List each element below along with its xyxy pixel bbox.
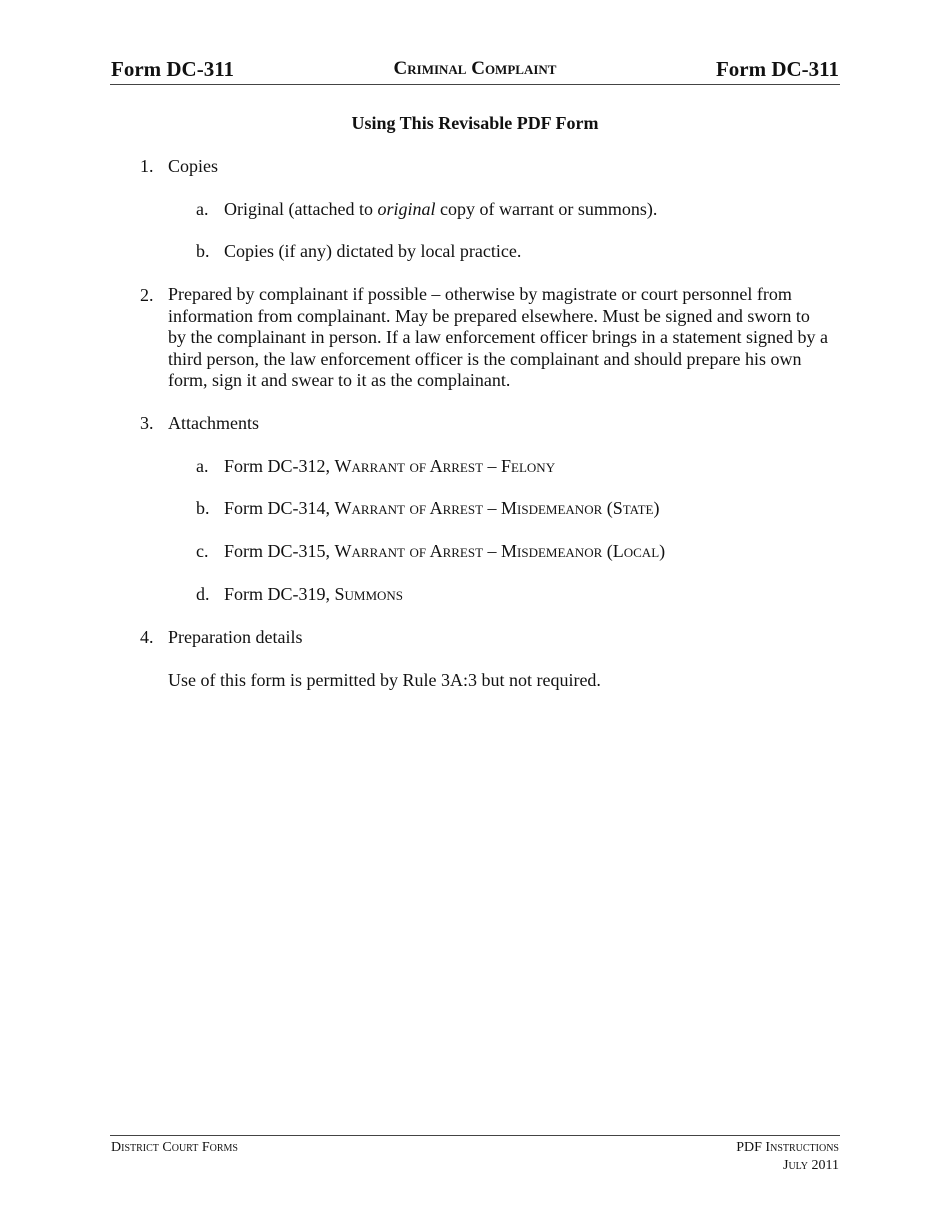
header-form-number-left: Form DC-311 — [111, 57, 235, 81]
footer-right-line-1: PDF Instructions — [736, 1140, 839, 1155]
section-1-item-b-letter: b. — [196, 241, 210, 261]
section-1-item-a-letter: a. — [196, 199, 209, 219]
section-3-title: Attachments — [168, 413, 259, 433]
footer-left: District Court Forms — [111, 1140, 238, 1155]
section-3-item-d-letter: d. — [196, 584, 210, 604]
page-header — [110, 57, 840, 85]
section-4-number: 4. — [140, 627, 154, 647]
section-2-number: 2. — [140, 285, 154, 305]
section-1-item-b-text: Copies (if any) dictated by local practice. — [224, 241, 522, 261]
page-footer — [110, 1135, 840, 1173]
section-1-item-a-text: Original (attached to original copy of warrant or summons). — [224, 199, 658, 219]
section-3-item-c-letter: c. — [196, 541, 209, 561]
section-3-item-a-text: Form DC-312, Warrant of Arrest – Felony — [224, 456, 556, 476]
section-3-number: 3. — [140, 413, 154, 433]
section-3-item-c-text: Form DC-315, Warrant of Arrest – Misdemeanor (Local) — [224, 541, 666, 561]
header-form-title: Criminal Complaint — [393, 58, 557, 79]
section-1-title: Copies — [168, 156, 219, 176]
footer-right-line-2: July 2011 — [783, 1158, 839, 1173]
page-title: Using This Revisable PDF Form — [351, 113, 599, 133]
section-3-item-b-letter: b. — [196, 498, 210, 518]
section-4-text: Use of this form is permitted by Rule 3A:3 but not required. — [168, 670, 601, 690]
section-1-number: 1. — [140, 156, 154, 176]
section-2-text: Prepared by complainant if possible – otherwise by magistrate or court personnel from information from complainant. May be prepared elsewhere. Must be signed and sworn to by the complainant in person. If a law enforcement officer brings in a statement signed by a third person, the law enforcement officer is the complainant and should prepare his own form, sign it and swear to it as the complainant. — [168, 284, 828, 391]
section-3-item-b-text: Form DC-314, Warrant of Arrest – Misdemeanor (State) — [224, 498, 660, 518]
section-3-item-a-letter: a. — [196, 456, 209, 476]
section-4-title: Preparation details — [168, 627, 303, 647]
header-form-number-right: Form DC-311 — [715, 57, 839, 81]
section-3-item-d-text: Form DC-319, Summons — [224, 584, 404, 604]
